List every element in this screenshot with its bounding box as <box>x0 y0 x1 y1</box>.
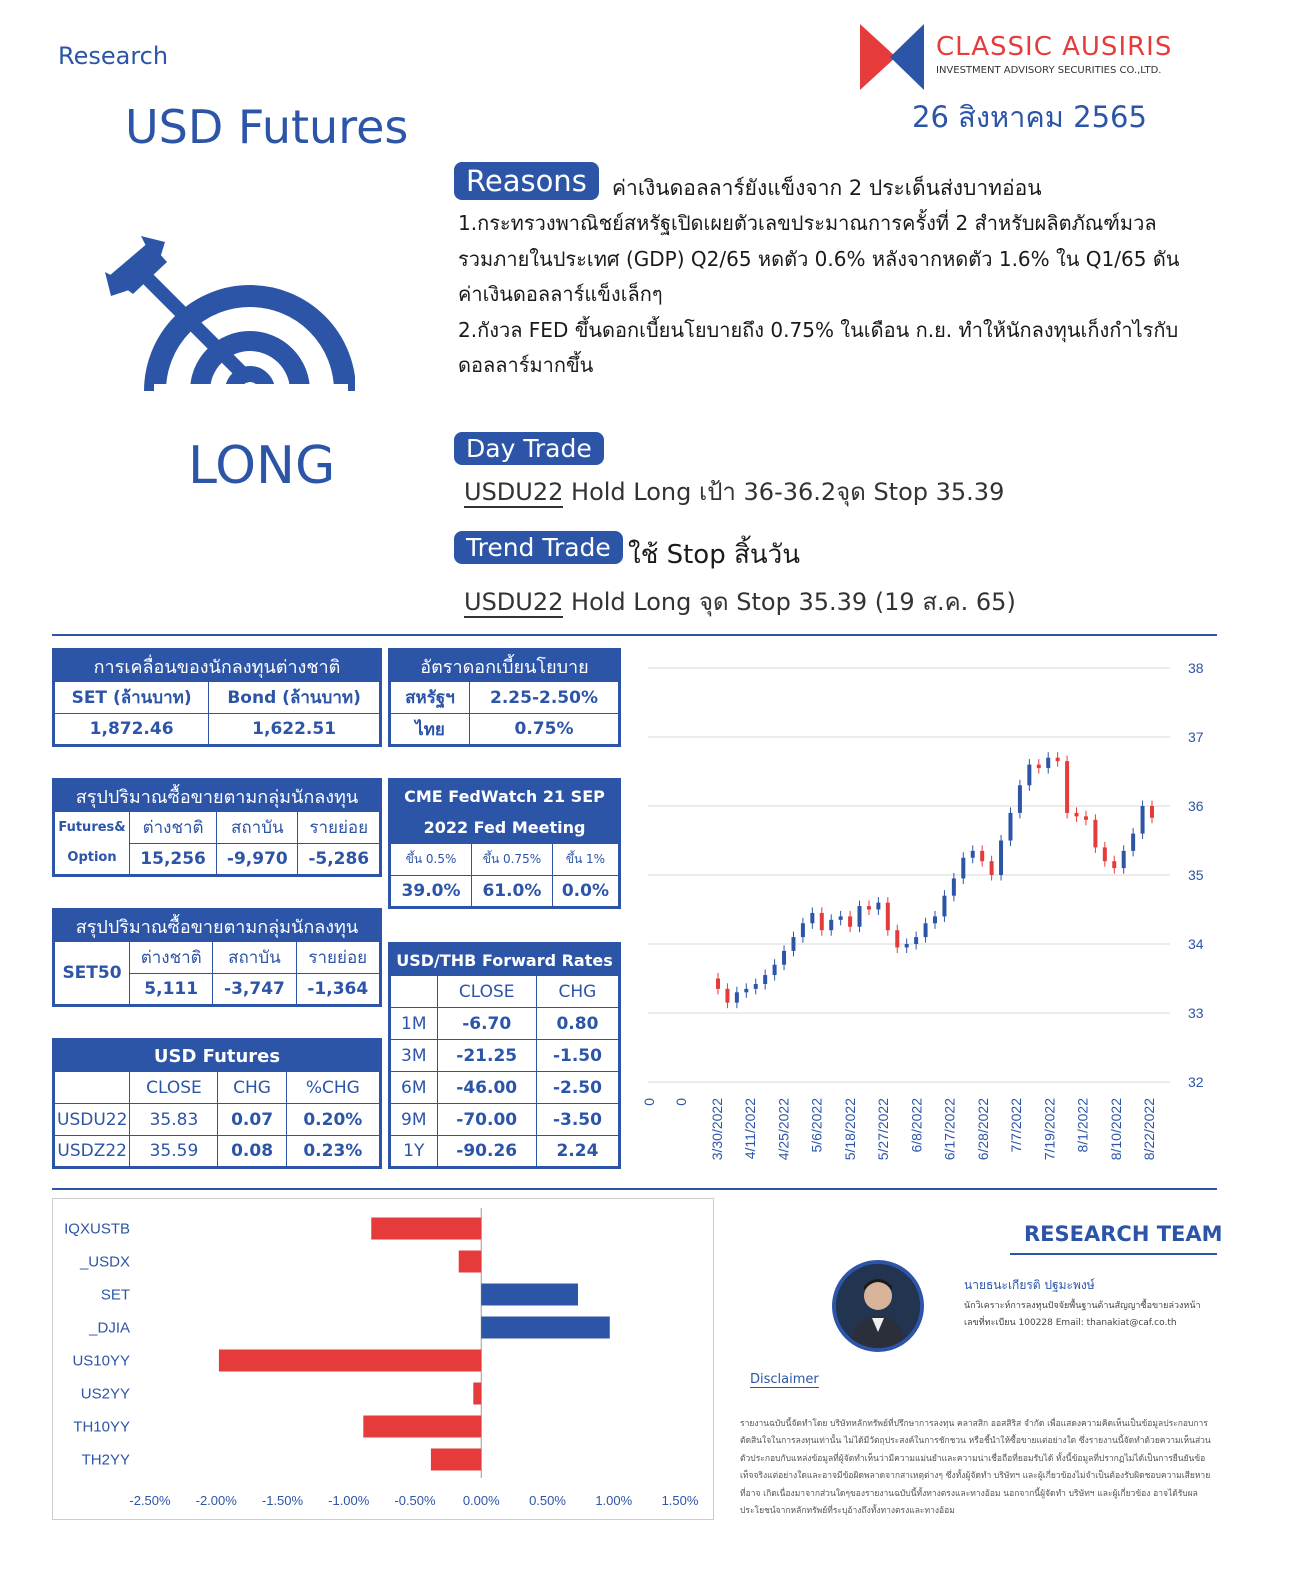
category-label: _USDX <box>79 1253 130 1271</box>
y-tick-label: 34 <box>1188 936 1204 952</box>
table-cell: -5,286 <box>298 844 381 876</box>
candle-body <box>1037 765 1041 768</box>
table-cell: 6M <box>390 1072 438 1104</box>
y-tick-label: 37 <box>1188 729 1204 745</box>
report-date: 26 สิงหาคม 2565 <box>912 100 1147 134</box>
signal-label: LONG <box>188 436 336 496</box>
table-cell: -6.70 <box>437 1008 536 1040</box>
table-header <box>390 976 438 1008</box>
table-cell: -1.50 <box>536 1040 619 1072</box>
table-header: ต่างชาติ <box>130 812 217 844</box>
y-tick-label: 36 <box>1188 798 1204 814</box>
table-header: Bond (ล้านบาท) <box>209 682 381 714</box>
candle-body <box>867 906 871 909</box>
candle-body <box>905 944 909 947</box>
analyst-name: นายธนะเกียรติ ปฐมะพงษ์ <box>964 1278 1095 1292</box>
candle-body <box>829 920 833 930</box>
table-cell: -21.25 <box>437 1040 536 1072</box>
candle-body <box>735 992 739 1002</box>
table-title: อัตราดอกเบี้ยนโยบาย <box>390 650 620 682</box>
candle-body <box>895 930 899 947</box>
category-label: _DJIA <box>89 1319 130 1337</box>
table-header: สถาบัน <box>213 942 296 974</box>
table-cell: 1,872.46 <box>54 714 209 746</box>
table-cell: USDU22 <box>54 1104 130 1136</box>
table-cell: 0.0% <box>552 876 619 908</box>
table-header: ต่างชาติ <box>130 942 213 974</box>
candle-body <box>754 984 758 989</box>
table-cell: 1Y <box>390 1136 438 1168</box>
reason-line: รวมภายในประเทศ (GDP) Q2/65 หดตัว 0.6% หลังจากหดตัว 1.6% ใน Q1/65 ดัน <box>458 246 1180 271</box>
row-label-line: Futures& <box>58 820 126 835</box>
category-label: US2YY <box>80 1385 130 1403</box>
reasons-headline: ค่าเงินดอลลาร์ยังแข็งจาก 2 ประเด็นส่งบาทอ่อน <box>612 176 1042 200</box>
candle-body <box>716 979 720 989</box>
candle-body <box>791 937 795 951</box>
candle-body <box>961 858 965 879</box>
table-cell: 1M <box>390 1008 438 1040</box>
section-label: Research <box>58 42 169 70</box>
x-tick-label: 5/27/2022 <box>875 1098 892 1161</box>
table-cell: -2.50 <box>536 1072 619 1104</box>
person-icon <box>836 1264 920 1348</box>
x-tick-label: 5/6/2022 <box>808 1098 825 1153</box>
table-title: สรุปปริมาณซื้อขายตามกลุ่มนักลงทุน <box>54 910 381 942</box>
bar <box>431 1449 481 1471</box>
row-label <box>54 812 130 876</box>
candle-body <box>914 937 918 944</box>
table-cell: -1,364 <box>296 974 380 1006</box>
x-tick-label: 8/1/2022 <box>1074 1098 1091 1153</box>
bar <box>473 1383 481 1405</box>
candle-body <box>801 923 805 937</box>
table-cell: 0.08 <box>218 1136 286 1168</box>
x-tick-label: 0.50% <box>529 1493 566 1508</box>
team-title: RESEARCH TEAM <box>1024 1222 1223 1246</box>
bar <box>481 1284 578 1306</box>
candle-body <box>810 913 814 923</box>
x-tick-label: -2.00% <box>195 1493 237 1508</box>
candle-body <box>1150 806 1154 818</box>
candle-body <box>886 903 890 931</box>
brand-mark-icon <box>860 22 930 92</box>
row-label: SET50 <box>54 942 130 1006</box>
team-underline <box>1010 1253 1217 1255</box>
x-tick-label: -1.00% <box>328 1493 370 1508</box>
candle-body <box>858 906 862 927</box>
analyst-avatar <box>832 1260 924 1352</box>
table-cell: 0.75% <box>470 714 620 746</box>
disclaimer-text: รายงานฉบับนี้จัดทำโดย บริษัทหลักทรัพย์ที่ปรึกษาการลงทุน คลาสสิก ออสสิริส จำกัด เพื่อแสดงความคิดเห็นเป็นข้อมูลประกอบการตัดสินใจในการลงทุนเท่านั้น ไม่ได้มีวัตถุประสงค์ในการชักชวน หรือชี้นำให้ซื้อขายแต่อย่างใด ซึ่งรายงานนี้จัดทำด้วยความเห็นส่วนตัวประกอบกับแหล่งข้อมูลที่ผู้จัดทำเห็นว่ามีความแม่นยำและความน่าเชื่อถือที่ยอมรับได้ ทั้งนี้ข้อมูลที่ปรากฏไม่ได้เป็นการยืนยันข้อเท็จจริงแต่อย่างใดและอาจมีข้อผิดพลาดจากสาเหตุต่างๆ ซึ่งทั้งผู้จัดทำ บริษัทฯ และผู้เกี่ยวข้องไม่จำเป็นต้องรับผิดชอบความเสียหายที่อาจ เกิดเนื่องมาจากส่วนใดๆของรายงานฉบับนี้ทั้งทางตรงและทางอ้อม นอกจากนี้ผู้จัดทำ บริษัทฯ และผู้เกี่ยวข้อง อาจได้รับผลประโยชน์จากหลักทรัพย์ที่ระบุอ้างถึงทั้งทางตรงและทางอ้อม <box>740 1419 1211 1517</box>
candle-body <box>1046 758 1050 768</box>
candle-body <box>725 989 729 1003</box>
candle-body <box>773 965 777 975</box>
candle-body <box>1075 813 1079 816</box>
table-cell: -3,747 <box>213 974 296 1006</box>
table-header: CHG <box>218 1072 286 1104</box>
table-cell: 9M <box>390 1104 438 1136</box>
divider <box>52 634 1217 636</box>
table-header: ขึ้น 1% <box>552 844 619 876</box>
candle-body <box>1141 806 1145 834</box>
brand-name: CLASSIC AUSIRIS <box>936 32 1173 62</box>
x-tick-label: 0.00% <box>462 1493 500 1508</box>
candle-body <box>820 913 824 930</box>
reason-line: 1.กระทรวงพาณิชย์สหรัฐเปิดเผยตัวเลขประมาณการครั้งที่ 2 สำหรับผลิตภัณฑ์มวล <box>458 211 1157 235</box>
category-label: IQXUSTB <box>64 1220 130 1238</box>
x-tick-label: 4/11/2022 <box>742 1098 759 1160</box>
candle-body <box>1122 851 1126 868</box>
table-header: CLOSE <box>437 976 536 1008</box>
table-cell: 3M <box>390 1040 438 1072</box>
usd-futures-price-chart <box>640 650 1220 1180</box>
candle-body <box>980 851 984 861</box>
table-header: ขึ้น 0.75% <box>472 844 553 876</box>
analyst-description: นักวิเคราะห์การลงทุนปัจจัยพื้นฐานด้านสัญญาซื้อขายล่วงหน้า เลขที่ทะเบียน 100228 Email: thanakiat@caf.co.th <box>964 1301 1201 1328</box>
candle-body <box>942 896 946 917</box>
candle-body <box>782 951 786 965</box>
x-tick-label: -2.50% <box>129 1493 171 1508</box>
table-title: CME FedWatch 21 SEP <box>390 780 620 812</box>
candle-body <box>990 861 994 875</box>
day-trade-line <box>464 472 1004 511</box>
x-tick-label: 6/17/2022 <box>941 1098 958 1161</box>
y-tick-label: 38 <box>1188 660 1204 676</box>
category-label: TH10YY <box>73 1418 130 1436</box>
candle-body <box>744 989 748 992</box>
table-title: การเคลื่อนของนักลงทุนต่างชาติ <box>54 650 381 682</box>
bar <box>371 1218 481 1240</box>
divider <box>52 1188 1217 1190</box>
trend-trade-symbol: USDU22 <box>464 588 564 616</box>
x-tick-label: -0.50% <box>394 1493 436 1508</box>
brand-subtitle: INVESTMENT ADVISORY SECURITIES CO.,LTD. <box>936 65 1162 76</box>
reason-line: 2.กังวล FED ขึ้นดอกเบี้ยนโยบายถึง 0.75% ในเดือน ก.ย. ทำให้นักลงทุนเก็งกำไรกับ <box>458 317 1179 342</box>
candle-body <box>1103 847 1107 861</box>
candle-body <box>839 916 843 919</box>
page-title: USD Futures <box>125 100 409 154</box>
usd-futures-table <box>52 1038 382 1169</box>
table-cell: 5,111 <box>130 974 213 1006</box>
candle-body <box>999 841 1003 876</box>
x-tick-label: 8/10/2022 <box>1107 1098 1124 1161</box>
candle-body <box>1027 765 1031 786</box>
market-change-bar-chart <box>52 1198 714 1520</box>
table-cell: 35.59 <box>130 1136 218 1168</box>
x-tick-label: 0 <box>641 1098 657 1106</box>
candle-body <box>1065 761 1069 813</box>
candle-body <box>1056 758 1060 761</box>
category-label: SET <box>100 1286 130 1304</box>
candle-body <box>876 903 880 910</box>
forward-rates-table <box>388 942 621 1169</box>
candle-body <box>971 851 975 858</box>
candle-body <box>1131 834 1135 851</box>
table-cell: -70.00 <box>437 1104 536 1136</box>
candle-body <box>1112 861 1116 868</box>
x-tick-label: 4/25/2022 <box>775 1098 792 1161</box>
table-cell: USDZ22 <box>54 1136 130 1168</box>
table-cell: 1,622.51 <box>209 714 381 746</box>
table-cell: 0.80 <box>536 1008 619 1040</box>
table-header: สถาบัน <box>217 812 298 844</box>
x-tick-label: 7/19/2022 <box>1041 1098 1058 1161</box>
brand-logo <box>860 22 1190 92</box>
trend-trade-badge: Trend Trade <box>454 531 623 564</box>
category-label: US10YY <box>72 1352 130 1370</box>
x-tick-label: 1.00% <box>595 1493 633 1508</box>
x-tick-label: 3/30/2022 <box>709 1098 725 1161</box>
candle-body <box>1008 813 1012 841</box>
table-cell: 0.20% <box>286 1104 380 1136</box>
reason-line: ดอลลาร์มากขึ้น <box>458 353 594 377</box>
trend-trade-headline: ใช้ Stop สิ้นวัน <box>628 540 800 570</box>
category-label: TH2YY <box>81 1451 130 1469</box>
y-tick-label: 32 <box>1188 1074 1204 1090</box>
table-title: สรุปปริมาณซื้อขายตามกลุ่มนักลงทุน <box>54 780 381 812</box>
trend-trade-text: Hold Long จุด Stop 35.39 (19 ส.ค. 65) <box>563 588 1016 616</box>
candle-body <box>1093 820 1097 848</box>
table-cell: สหรัฐฯ <box>390 682 470 714</box>
trend-trade-line <box>464 582 1016 621</box>
day-trade-text: Hold Long เป้า 36-36.2จุด Stop 35.39 <box>563 478 1005 506</box>
candle-body <box>933 916 937 923</box>
table-header: %CHG <box>286 1072 380 1104</box>
table-title: USD Futures <box>54 1040 381 1072</box>
day-trade-symbol: USDU22 <box>464 478 564 506</box>
y-tick-label: 35 <box>1188 867 1204 883</box>
table-header: ขึ้น 0.5% <box>390 844 472 876</box>
candle-body <box>848 916 852 926</box>
x-tick-label: 1.50% <box>661 1493 699 1508</box>
table-header <box>54 1072 130 1104</box>
table-header: CLOSE <box>130 1072 218 1104</box>
x-tick-label: 5/18/2022 <box>841 1098 858 1161</box>
table-cell: -3.50 <box>536 1104 619 1136</box>
x-tick-label: 0 <box>673 1098 689 1106</box>
table-cell: 2.25-2.50% <box>470 682 620 714</box>
reason-line: ค่าเงินดอลลาร์แข็งเล็กๆ <box>458 282 663 306</box>
candle-body <box>1018 785 1022 813</box>
table-header: รายย่อย <box>296 942 380 974</box>
table-title: USD/THB Forward Rates <box>390 944 620 976</box>
table-header: รายย่อย <box>298 812 381 844</box>
x-tick-label: 7/7/2022 <box>1008 1098 1025 1153</box>
table-cell: 15,256 <box>130 844 217 876</box>
fedwatch-table <box>388 778 621 909</box>
foreign-flow-table <box>52 648 382 747</box>
table-header: CHG <box>536 976 619 1008</box>
y-tick-label: 33 <box>1188 1005 1204 1021</box>
table-cell: -46.00 <box>437 1072 536 1104</box>
target-icon <box>105 236 355 396</box>
bar <box>363 1416 481 1438</box>
bar <box>459 1251 482 1273</box>
x-tick-label: 6/28/2022 <box>974 1098 991 1161</box>
table-cell: 35.83 <box>130 1104 218 1136</box>
reasons-body <box>458 206 1238 384</box>
table-cell: -9,970 <box>217 844 298 876</box>
table-cell: -90.26 <box>437 1136 536 1168</box>
set50-flow-table <box>52 908 382 1007</box>
table-cell: 2.24 <box>536 1136 619 1168</box>
table-cell: 0.23% <box>286 1136 380 1168</box>
x-tick-label: 8/22/2022 <box>1141 1098 1157 1161</box>
table-cell: ไทย <box>390 714 470 746</box>
day-trade-badge: Day Trade <box>454 432 604 465</box>
table-cell: 39.0% <box>390 876 472 908</box>
x-tick-label: 6/8/2022 <box>908 1098 925 1153</box>
table-cell: 61.0% <box>472 876 553 908</box>
table-header: SET (ล้านบาท) <box>54 682 209 714</box>
candle-body <box>1084 816 1088 819</box>
candle-body <box>952 878 956 895</box>
x-tick-label: -1.50% <box>261 1493 304 1508</box>
table-title: 2022 Fed Meeting <box>390 812 620 844</box>
futures-flow-table <box>52 778 382 877</box>
table-cell: 0.07 <box>218 1104 286 1136</box>
candle-body <box>924 923 928 937</box>
policy-rate-table <box>388 648 621 747</box>
candle-body <box>763 975 767 984</box>
row-label-line: Option <box>67 850 117 865</box>
bar <box>481 1317 610 1339</box>
reasons-badge: Reasons <box>454 162 599 200</box>
disclaimer-link[interactable]: Disclaimer <box>750 1372 819 1387</box>
bar <box>219 1350 481 1372</box>
